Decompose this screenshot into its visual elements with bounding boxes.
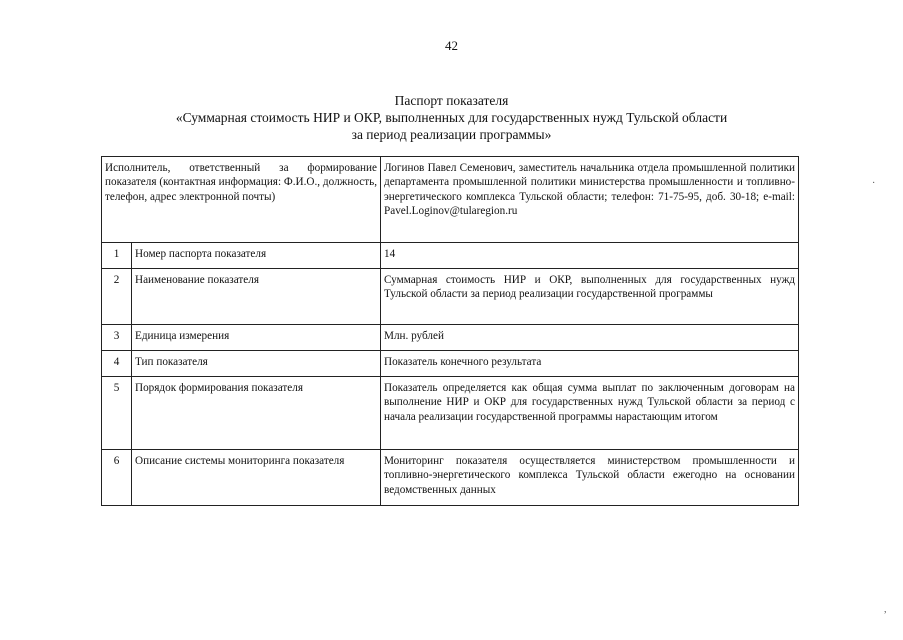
table-row	[102, 269, 799, 325]
scan-speck: ,	[884, 604, 887, 615]
table-row-executor	[102, 157, 799, 243]
row-value: Мониторинг показателя осуществляется министерством промышленности и топливно-энергетического комплекса Тульской области ежегодно на основании ведомственных данных	[381, 450, 799, 506]
row-label: Тип показателя	[132, 351, 381, 377]
row-number: 2	[102, 269, 132, 325]
title-line-1: Паспорт показателя	[394, 93, 509, 108]
executor-label: Исполнитель, ответственный за формирование показателя (контактная информация: Ф.И.О., должность, телефон, адрес электронной почты)	[102, 157, 381, 243]
row-value: Млн. рублей	[381, 325, 799, 351]
title-line-2: «Суммарная стоимость НИР и ОКР, выполненных для государственных нужд Тульской области	[175, 110, 728, 125]
row-value: Показатель определяется как общая сумма выплат по заключенным договорам на выполнение НИР и ОКР для государственных нужд Тульской области за период с начала реализации государственной программы нарастающим итогом	[381, 377, 799, 450]
row-number: 5	[102, 377, 132, 450]
row-number: 4	[102, 351, 132, 377]
row-number: 6	[102, 450, 132, 506]
table-row	[102, 243, 799, 269]
table-row	[102, 377, 799, 450]
table-row	[102, 450, 799, 506]
row-label: Описание системы мониторинга показателя	[132, 450, 381, 506]
scan-speck: ·	[872, 178, 876, 189]
row-label: Наименование показателя	[132, 269, 381, 325]
row-value: Показатель конечного результата	[381, 351, 799, 377]
executor-value: Логинов Павел Семенович, заместитель начальника отдела промышленной политики департамента промышленной политики министерства промышленности и топливно-энергетического комплекса Тульской области; телефон: 71-75-95, доб. 30-18; e-mail: Pavel.Loginov@tularegion.ru	[381, 157, 799, 243]
row-number: 3	[102, 325, 132, 351]
row-label: Единица измерения	[132, 325, 381, 351]
page-number: 42	[445, 38, 458, 53]
table-row	[102, 351, 799, 377]
row-value: Суммарная стоимость НИР и ОКР, выполненных для государственных нужд Тульской области за период реализации государственной программы	[381, 269, 799, 325]
row-label: Порядок формирования показателя	[132, 377, 381, 450]
title-line-3: за период реализации программы»	[351, 127, 552, 142]
row-label: Номер паспорта показателя	[132, 243, 381, 269]
row-value: 14	[381, 243, 799, 269]
row-number: 1	[102, 243, 132, 269]
table-row	[102, 325, 799, 351]
document-title	[0, 92, 903, 143]
passport-table	[101, 156, 799, 506]
